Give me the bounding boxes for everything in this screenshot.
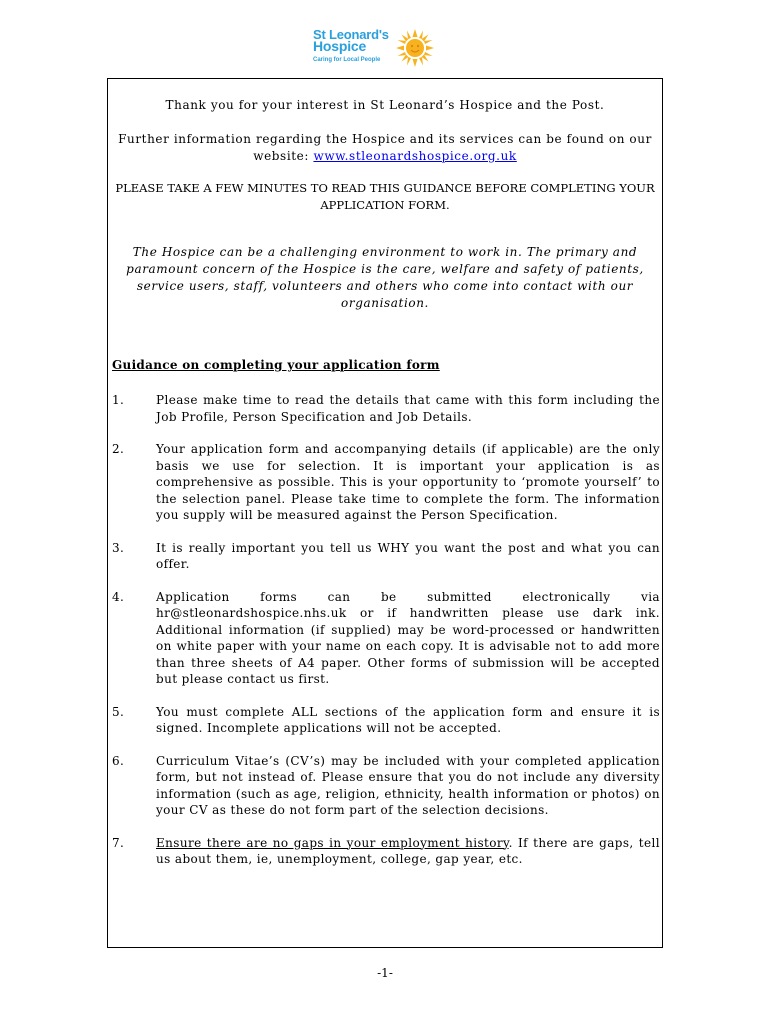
hospice-logo: [313, 28, 443, 70]
item-underlined-text: Ensure there are no gaps in your employment history: [156, 835, 509, 850]
item-text: It is really important you tell us WHY you want the post and what you can offer.: [156, 540, 660, 571]
item-number: 7.: [112, 835, 125, 850]
please-read-notice: PLEASE TAKE A FEW MINUTES TO READ THIS GUIDANCE BEFORE COMPLETING YOUR APPLICATION FORM.: [115, 181, 655, 212]
guidance-item: [112, 392, 660, 425]
item-number: 1.: [112, 393, 125, 407]
item-number: 2.: [112, 442, 125, 456]
item-text: You must complete ALL sections of the application form and ensure it is signed. Incomplete applications will not be accepted.: [156, 704, 660, 735]
item-text: Application forms can be submitted electronically via hr@stleonardshospice.nhs.uk or if handwritten please use dark ink. Additional information (if supplied) may be word-processed or handwritten on white paper with your name on each copy. It is advisable not to add more than three sheets of A4 paper. Other forms of submission will be accepted but please contact us first.: [156, 589, 660, 686]
item-text-rest: . If there are gaps, tell us about them, ie, unemployment, college, gap year, etc.: [156, 835, 660, 866]
item-number: 3.: [112, 540, 125, 555]
guidance-item: [112, 441, 660, 524]
item-number: 5.: [112, 704, 125, 719]
environment-statement: The Hospice can be a challenging environment to work in. The primary and paramount concern of the Hospice is the care, welfare and safety of patients, service users, staff, volunteers and others who come into contact with our organisation.: [126, 245, 644, 310]
logo-tagline: Caring for Local People: [313, 57, 381, 63]
guidance-list: [112, 392, 660, 884]
further-info-label: Further information regarding the Hospice and its services can be found on our website:: [118, 132, 652, 163]
sun-logo-icon: [395, 28, 435, 68]
item-text: Your application form and accompanying details (if applicable) are the only basis we use for selection. It is important your application is as comprehensive as possible. This is your opportunity to ‘promote yourself’ to the selection panel. Please take time to complete the form. The information you supply will be measured against the Person Specification.: [156, 442, 660, 522]
item-text: [156, 835, 660, 868]
page-number: -1-: [377, 966, 393, 980]
item-text: Please make time to read the details that came with this form including the Job Profile, Person Specification and Job Details.: [156, 393, 660, 424]
guidance-item: [112, 540, 660, 573]
guidance-item: [112, 589, 660, 688]
further-info-text: [110, 131, 660, 165]
logo-line-2: Hospice: [313, 38, 367, 54]
item-number: 6.: [112, 753, 125, 768]
logo-line-1: St Leonard's: [313, 27, 389, 42]
thank-you-text: Thank you for your interest in St Leonard’s Hospice and the Post.: [165, 98, 605, 112]
website-link[interactable]: www.stleonardshospice.org.uk: [313, 149, 517, 163]
item-text: Curriculum Vitae’s (CV’s) may be included with your completed application form, but not instead of. Please ensure that you do not include any diversity information (such as age, religion, ethnicity, health information or photos) on your CV as these do not form part of the selection decisions.: [156, 753, 660, 817]
guidance-item: [112, 835, 660, 868]
item-number: 4.: [112, 589, 125, 604]
guidance-item: [112, 753, 660, 819]
guidance-heading: Guidance on completing your application form: [112, 358, 440, 372]
guidance-item: [112, 704, 660, 737]
